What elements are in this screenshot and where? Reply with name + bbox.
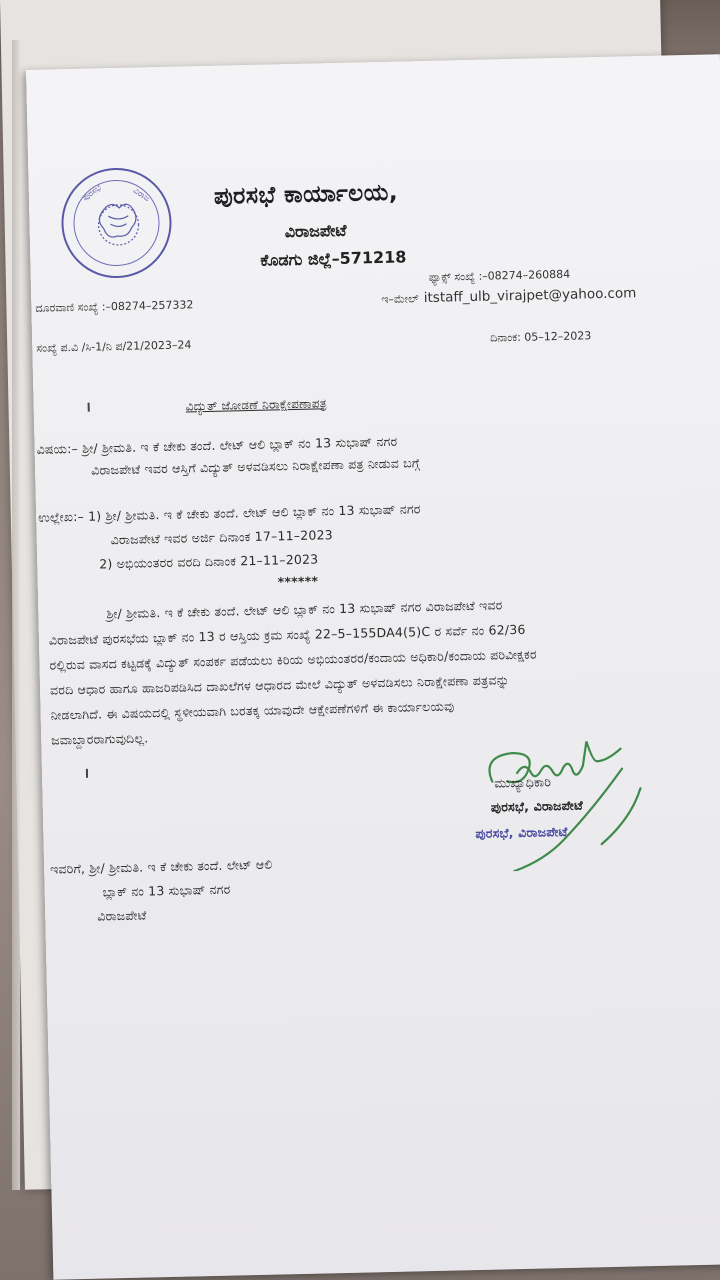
svg-text:ವಿರಾಜ: ವಿರಾಜ [131, 185, 152, 204]
recipient-line-2: ಬ್ಲಾಕ್ ನಂ 13 ಸುಭಾಷ್ ನಗರ [102, 881, 231, 900]
body-line-3: ರಲ್ಲಿರುವ ವಾಸದ ಕಟ್ಟಡಕ್ಕೆ ವಿದ್ಯುತ್ ಸಂಪರ್ಕ ಪಡೆಯಲು ಕಿರಿಯ ಅಭಿಯಂತರರ/ಕಂದಾಯ ಅಧಿಕಾರಿ/ಕಂದಾಯ ಪರಿವೀಕ್ಷಕರ [49, 646, 537, 673]
punch-mark [86, 769, 88, 778]
office-title: ಪುರಸಭೆ ಕಾರ್ಯಾಲಯ, [213, 179, 399, 210]
town-name: ವಿರಾಜಪೇಟೆ [284, 220, 347, 242]
fax-label: ಫ್ಯಾಕ್ಸ್ ಸಂಖ್ಯೆ :– [428, 269, 488, 284]
subject-line-1 [36, 434, 397, 458]
punch-mark [88, 403, 90, 412]
office-seal-icon [60, 167, 172, 279]
subject-label: ವಿಷಯ:– [36, 440, 79, 457]
body-line-5: ನೀಡಲಾಗಿದೆ. ಈ ವಿಷಯದಲ್ಲಿ ಸ್ಥಳೀಯವಾಗಿ ಬರತಕ್ಕ ಯಾವುದೇ ಆಕ್ಷೇಪಣೆಗಳಿಗೆ ಈ ಕಾರ್ಯಾಲಯವು [50, 698, 455, 723]
body-line-2: ವಿರಾಜಪೇಟೆ ಪುರಸಭೆಯ ಬ್ಲಾಕ್ ನಂ 13 ರ ಆಸ್ತಿಯ ಕ್ರಮ ಸಂಖ್ಯೆ 22–5–155DA4(5)C ರ ಸರ್ವೆ ನಂ 62/36 [48, 621, 526, 648]
phone-label: ದೂರವಾಣಿ ಸಂಖ್ಯೆ :– [35, 300, 112, 315]
phone-number: 08274–257332 [110, 298, 194, 314]
document-sheet [26, 54, 720, 1279]
district-pin: ಕೊಡಗು ಜಿಲ್ಲೆ–571218 [260, 247, 407, 270]
email-label: ಇ–ಮೇಲ್ [381, 292, 419, 306]
separator: ****** [277, 573, 319, 590]
reference-item-1 [38, 501, 421, 526]
signatory-office: ಪುರಸಭೆ, ವಿರಾಜಪೇಟೆ [490, 797, 584, 815]
subject-text-1: ಶ್ರೀ/ ಶ್ರೀಮತಿ. ಇ ಕೆ ಚೇಕು ತಂದೆ. ಲೇಟ್ ಆಲಿ ಬ್ಲಾಕ್ ನಂ 13 ಸುಭಾಷ್ ನಗರ [82, 433, 398, 456]
file-edge [12, 40, 20, 1190]
recipient-line-1: ಇವರಿಗೆ, ಶ್ರೀ/ ಶ್ರೀಮತಿ. ಇ ಕೆ ಚೇಕು ತಂದೆ. ಲೇಟ್ ಆಲಿ [49, 856, 273, 877]
reference-1-line-1: 1) ಶ್ರೀ/ ಶ್ರೀಮತಿ. ಇ ಕೆ ಚೇಕು ತಂದೆ. ಲೇಟ್ ಆಲಿ ಬ್ಲಾಕ್ ನಂ 13 ಸುಭಾಷ್ ನಗರ [87, 501, 421, 524]
svg-text:ಪುರಸಭೆ: ಪುರಸಭೆ [80, 182, 103, 203]
signatory-designation: ಮುಖ್ಯಾಧಿಕಾರಿ [494, 774, 552, 791]
date-label: ದಿನಾಂಕ: [490, 330, 521, 345]
body-line-1: ಶ್ರೀ/ ಶ್ರೀಮತಿ. ಇ ಕೆ ಚೇಕು ತಂದೆ. ಲೇಟ್ ಆಲಿ ಬ್ಲಾಕ್ ನಂ 13 ಸುಭಾಷ್ ನಗರ ವಿರಾಜಪೇಟೆ ಇವರ [106, 597, 503, 622]
document-title: ವಿದ್ಯುತ್ ಜೋಡಣೆ ನಿರಾಕ್ಷೇಪಣಾಪತ್ರ [185, 396, 327, 414]
recipient-line-3: ವಿರಾಜಪೇಟೆ [97, 907, 147, 924]
subject-text-2: ವಿರಾಜಪೇಟೆ ಇವರ ಆಸ್ತಿಗೆ ವಿದ್ಯುತ್ ಅಳವಡಿಸಲು ನಿರಾಕ್ಷೇಪಣಾ ಪತ್ರ ನೀಡುವ ಬಗ್ಗೆ [90, 455, 421, 478]
body-line-6: ಜವಾಬ್ದಾರರಾಗುವುದಿಲ್ಲ. [51, 730, 149, 748]
email-address: itstaff_ulb_virajpet@yahoo.com [423, 285, 637, 307]
date-line [490, 329, 591, 345]
reference-number: ಸಂಖ್ಯೆ ಪ.ವಿ /ಸಿ-1/ನಿ ಪ/21/2023–24 [36, 338, 192, 355]
fax-number: 08274–260884 [487, 267, 571, 283]
reference-1-line-2: ವಿರಾಜಪೇಟೆ ಇವರ ಅರ್ಜಿ ದಿನಾಂಕ 17–11–2023 [110, 527, 333, 548]
email-line [381, 282, 636, 307]
official-stamp-text: ಪುರಸಭೆ, ವಿರಾಜಪೇಟೆ [475, 823, 568, 841]
reference-item-2: 2) ಅಭಿಯಂತರರ ವರದಿ ದಿನಾಂಕ 21–11–2023 [99, 551, 319, 572]
body-line-4: ವರದಿ ಆಧಾರ ಹಾಗೂ ಹಾಜರಿಪಡಿಸಿದ ದಾಖಲೆಗಳ ಆಧಾರದ ಮೇಲೆ ವಿದ್ಯುತ್ ಅಳವಡಿಸಲು ನಿರಾಕ್ಷೇಪಣಾ ಪತ್ರವನ್ನು [49, 672, 510, 698]
references-label: ಉಲ್ಲೇಖ:– [37, 508, 85, 525]
fax-line [429, 268, 571, 285]
date-value: 05–12–2023 [524, 329, 592, 344]
phone-line [35, 298, 193, 316]
